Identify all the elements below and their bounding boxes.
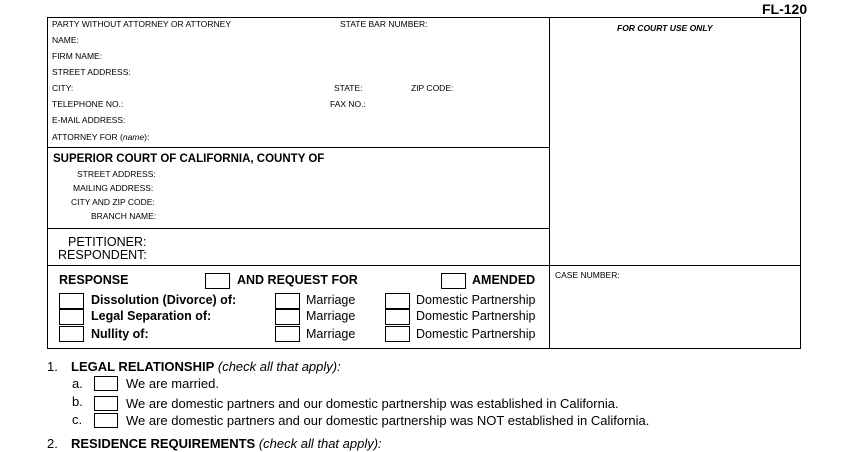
item-a-letter: a. <box>72 376 83 391</box>
city-label: CITY: <box>52 83 74 93</box>
state-label: STATE: <box>334 83 363 93</box>
married-checkbox[interactable] <box>94 376 118 391</box>
nullity-marriage-checkbox[interactable] <box>275 326 300 342</box>
dissolution-marriage-label: Marriage <box>306 293 356 307</box>
nullity-dp-checkbox[interactable] <box>385 326 410 342</box>
parties-divider <box>47 265 550 266</box>
firm-name-label: FIRM NAME: <box>52 51 103 61</box>
item-c-text: We are domestic partners and our domestic partnership was NOT established in California. <box>126 413 650 428</box>
telephone-label: TELEPHONE NO.: <box>52 99 124 109</box>
court-mailing-label: MAILING ADDRESS: <box>73 183 154 193</box>
dissolution-marriage-checkbox[interactable] <box>275 293 300 309</box>
item-b-letter: b. <box>72 394 83 409</box>
state-bar-label: STATE BAR NUMBER: <box>340 19 428 29</box>
right-divider <box>549 265 801 266</box>
separation-checkbox[interactable] <box>59 309 84 325</box>
nullity-label: Nullity of: <box>91 327 149 341</box>
separation-marriage-label: Marriage <box>306 309 356 323</box>
section1-number: 1. <box>47 359 58 374</box>
section2-number: 2. <box>47 436 58 451</box>
court-street-label: STREET ADDRESS: <box>77 169 156 179</box>
court-city-zip-label: CITY AND ZIP CODE: <box>71 197 155 207</box>
petitioner-label: PETITIONER: <box>68 235 147 249</box>
nullity-dp-label: Domestic Partnership <box>416 327 536 341</box>
and-request-label: AND REQUEST FOR <box>237 273 358 287</box>
amended-label: AMENDED <box>472 273 536 287</box>
separation-marriage-checkbox[interactable] <box>275 309 300 325</box>
party-divider <box>47 147 550 148</box>
case-number-label: CASE NUMBER: <box>555 270 620 280</box>
fax-label: FAX NO.: <box>330 99 366 109</box>
caption-divider <box>549 17 550 349</box>
dp-not-california-checkbox[interactable] <box>94 413 118 428</box>
separation-dp-label: Domestic Partnership <box>416 309 536 323</box>
separation-dp-checkbox[interactable] <box>385 309 410 325</box>
separation-label: Legal Separation of: <box>91 309 212 323</box>
amended-checkbox[interactable] <box>441 273 466 289</box>
dissolution-checkbox[interactable] <box>59 293 84 309</box>
item-b-text: We are domestic partners and our domestic partnership was established in California. <box>126 396 619 411</box>
party-heading: PARTY WITHOUT ATTORNEY OR ATTORNEY <box>52 19 232 29</box>
dissolution-dp-label: Domestic Partnership <box>416 293 536 307</box>
item-a-text: We are married. <box>126 376 219 391</box>
zip-label: ZIP CODE: <box>411 83 454 93</box>
name-label: NAME: <box>52 35 79 45</box>
response-checkbox[interactable] <box>205 273 230 289</box>
dissolution-label: Dissolution (Divorce) of: <box>91 293 237 307</box>
court-divider <box>47 228 550 229</box>
respondent-label: RESPONDENT: <box>58 248 147 262</box>
nullity-checkbox[interactable] <box>59 326 84 342</box>
street-address-label: STREET ADDRESS: <box>52 67 131 77</box>
court-heading: SUPERIOR COURT OF CALIFORNIA, COUNTY OF <box>53 153 325 165</box>
attorney-for-label: ATTORNEY FOR (name): <box>52 132 150 142</box>
section1-heading: LEGAL RELATIONSHIP (check all that apply): <box>71 359 341 374</box>
item-c-letter: c. <box>72 412 83 427</box>
court-branch-label: BRANCH NAME: <box>91 211 157 221</box>
response-label: RESPONSE <box>59 273 129 287</box>
nullity-marriage-label: Marriage <box>306 327 356 341</box>
dp-california-checkbox[interactable] <box>94 396 118 411</box>
court-use-label: FOR COURT USE ONLY <box>617 23 713 33</box>
form-id: FL-120 <box>762 1 808 17</box>
section2-heading: RESIDENCE REQUIREMENTS (check all that apply): <box>71 436 382 451</box>
email-label: E-MAIL ADDRESS: <box>52 115 126 125</box>
dissolution-dp-checkbox[interactable] <box>385 293 410 309</box>
